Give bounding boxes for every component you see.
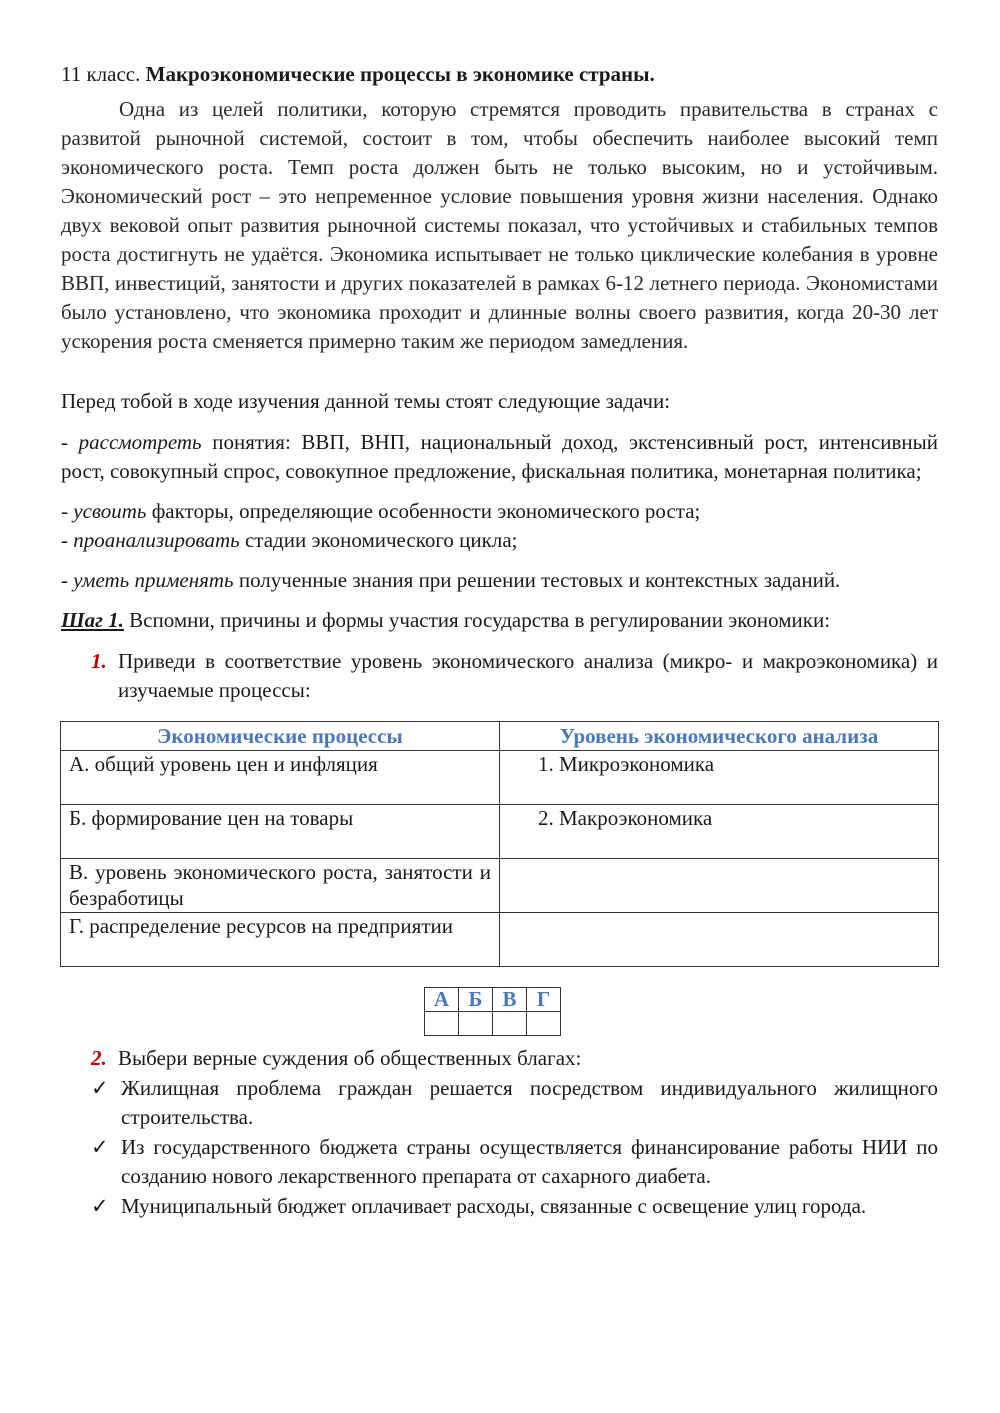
judgement-list (61, 1074, 938, 1221)
task-verb: усвоить (73, 499, 147, 523)
judgement-text: Из государственного бюджета страны осуществляется финансирование работы НИИ по созданию нового лекарственного препарата от сахарного диабета. (121, 1135, 938, 1188)
matching-table (60, 721, 939, 967)
intro-paragraph: Одна из целей политики, которую стремятся проводить правительства в странах с развитой рыночной системой, состоит в том, чтобы обеспечить наиболее высокий темп экономического роста. Темп роста должен быть не только высоким, но и устойчивым. Экономический рост – это непременное условие повышения уровня жизни населения. Однако двух вековой опыт развития рыночной системы показал, что устойчивых и стабильных темпов роста достигнуть не удаётся. Экономика испытывает не только циклические колебания в уровне ВВП, инвестиций, занятости и других показателей в рамках 6-12 летнего периода. Экономистами было установлено, что экономика проходит и длинные волны своего развития, когда 20-30 лет ускорения роста сменяется примерно таким же периодом замедления. (61, 97, 938, 353)
answer-grid (424, 987, 561, 1036)
answer-input-row (425, 1012, 561, 1036)
list-item (61, 1133, 938, 1191)
question-number: 1. (91, 649, 107, 673)
checkmark-icon: ✓ (91, 1194, 109, 1218)
list-item (61, 1192, 938, 1221)
judgement-text: Муниципальный бюджет оплачивает расходы, связанные с освещение улиц города. (121, 1194, 867, 1218)
judgement-text: Жилищная проблема граждан решается посредством индивидуального жилищного строительства. (121, 1076, 938, 1129)
answer-letter: Г (527, 988, 561, 1012)
level-cell (500, 859, 939, 913)
tasks-lead: Перед тобой в ходе изучения данной темы стоят следующие задачи: (61, 389, 671, 413)
task-item: - уметь применять полученные знания при решении тестовых и контекстных заданий. (61, 568, 841, 592)
task-item: - рассмотреть понятия: ВВП, ВНП, национальный доход, экстенсивный рост, интенсивный рост, совокупный спрос, совокупное предложение, фискальная политика, монетарная политика; (61, 430, 939, 483)
checkmark-icon: ✓ (91, 1135, 109, 1159)
answer-cell[interactable] (459, 1012, 493, 1036)
checkmark-icon: ✓ (91, 1076, 109, 1100)
process-cell: В. уровень экономического роста, занятости и безработицы (61, 859, 500, 913)
table-row (61, 751, 939, 805)
step-label: Шаг 1. (61, 608, 124, 632)
answer-letters-row (425, 988, 561, 1012)
column-header: Уровень экономического анализа (500, 722, 939, 751)
question-text: Выбери верные суждения об общественных благах: (118, 1046, 582, 1070)
topic-title: Макроэкономические процессы в экономике страны. (145, 62, 655, 86)
page-title (61, 60, 938, 89)
question-2 (61, 1044, 938, 1073)
answer-letter: В (493, 988, 527, 1012)
question-text: Приведи в соответствие уровень экономического анализа (микро- и макроэкономика) и изучаемые процессы: (118, 649, 938, 702)
table-row (61, 913, 939, 967)
task-item: - проанализировать стадии экономического цикла; (61, 528, 518, 552)
step-heading: Шаг 1. Вспомни, причины и формы участия государства в регулировании экономики: (61, 608, 831, 632)
question-number: 2. (91, 1046, 107, 1070)
column-header: Экономические процессы (61, 722, 500, 751)
process-cell: Б. формирование цен на товары (61, 805, 500, 859)
answer-letter: Б (459, 988, 493, 1012)
level-cell: 1. Микроэкономика (500, 751, 939, 805)
table-row (61, 805, 939, 859)
answer-cell[interactable] (493, 1012, 527, 1036)
worksheet-page (61, 60, 938, 1222)
task-verb: уметь применять (73, 568, 234, 592)
task-verb: проанализировать (73, 528, 240, 552)
level-cell: 2. Макроэкономика (500, 805, 939, 859)
question-1 (61, 647, 938, 705)
answer-cell[interactable] (527, 1012, 561, 1036)
task-verb: рассмотреть (78, 430, 202, 454)
process-cell: А. общий уровень цен и инфляция (61, 751, 500, 805)
answer-cell[interactable] (425, 1012, 459, 1036)
table-header-row (61, 722, 939, 751)
list-item (61, 1074, 938, 1132)
table-row (61, 859, 939, 913)
process-cell: Г. распределение ресурсов на предприятии (61, 913, 500, 967)
answer-letter: А (425, 988, 459, 1012)
task-item: - усвоить факторы, определяющие особенности экономического роста; (61, 499, 701, 523)
grade-label: 11 класс. (61, 62, 141, 86)
level-cell (500, 913, 939, 967)
